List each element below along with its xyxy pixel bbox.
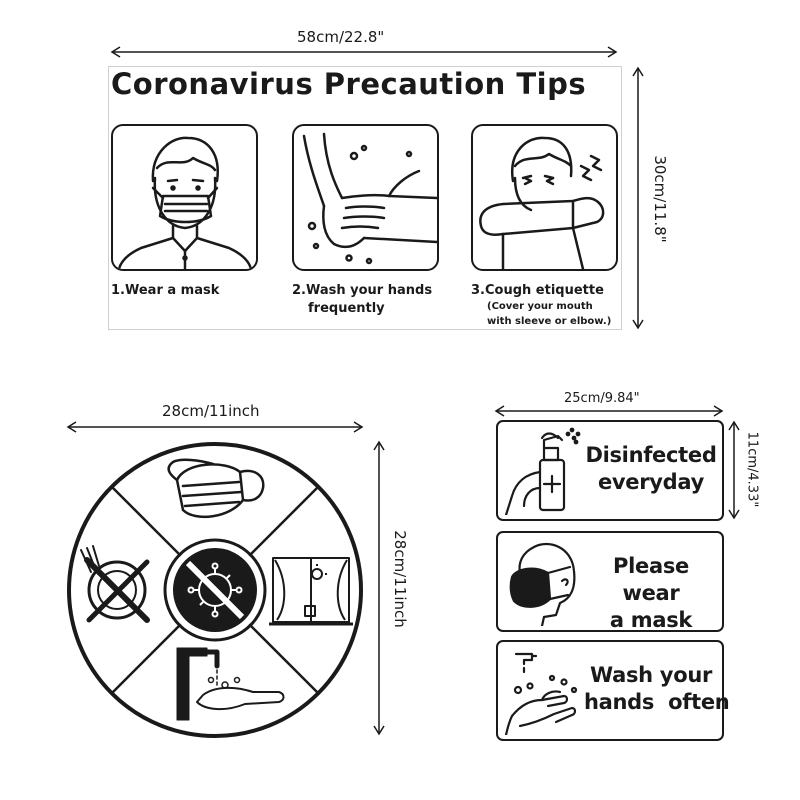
poster-height-label: 30cm/11.8"	[651, 155, 669, 243]
faucet-handwash-icon	[177, 648, 284, 720]
tip-tile-cough	[471, 124, 618, 271]
signs-width-arrow-icon	[494, 404, 724, 418]
sign-wash-hands-line1: Wash your	[589, 663, 713, 687]
face-mask-icon	[169, 460, 264, 517]
floor-height-label: 28cm/11inch	[391, 530, 409, 628]
poster-height-dimension	[626, 66, 650, 330]
tip-1-label: 1.Wear a mask	[111, 283, 220, 298]
signs-height-label: 11cm/4.33"	[744, 431, 760, 508]
floor-sticker-graphic	[65, 440, 365, 740]
floor-width-arrow-icon	[66, 420, 364, 434]
tip-tile-wash	[292, 124, 439, 271]
handwash-icon	[502, 646, 582, 735]
floor-width-dimension	[66, 420, 364, 434]
signs-height-arrow-icon	[727, 420, 741, 520]
precaution-poster	[108, 66, 622, 330]
sign-wash-hands	[496, 640, 730, 741]
sign-disinfected-text	[584, 442, 718, 496]
tip-3-note-line1: (Cover your mouth	[487, 301, 593, 312]
sign-wear-mask	[496, 531, 724, 632]
sign-disinfected	[496, 420, 724, 521]
poster-height-arrow-icon	[626, 66, 650, 330]
face-mask-person-icon	[113, 126, 256, 269]
floor-height-dimension	[372, 440, 386, 736]
sign-disinfected-line2: everyday	[597, 470, 705, 494]
tip-2-label-line1: 2.Wash your hands	[292, 283, 433, 298]
cough-elbow-icon	[473, 126, 616, 269]
sign-wear-mask-text	[584, 553, 718, 634]
no-dining-icon	[81, 546, 147, 620]
poster-title: Coronavirus Precaution Tips	[111, 67, 587, 101]
floor-sticker	[65, 440, 365, 740]
sign-disinfected-line1: Disinfected	[585, 443, 717, 467]
sign-wear-mask-line2: a mask	[609, 608, 693, 632]
window-ventilation-icon	[269, 558, 353, 624]
floor-height-arrow-icon	[372, 440, 386, 736]
tip-3-note-line2: with sleeve or elbow.)	[487, 316, 612, 327]
tip-tile-mask	[111, 124, 258, 271]
tip-3-label: 3.Cough etiquette	[471, 283, 604, 298]
poster-width-label: 58cm/22.8"	[297, 28, 385, 46]
signs-width-dimension	[494, 404, 724, 418]
spray-bottle-icon	[502, 426, 582, 515]
tip-2-label-line2: frequently	[308, 301, 385, 316]
signs-height-dimension	[727, 420, 741, 520]
sign-wear-mask-line1: Please wear	[613, 554, 689, 605]
signs-width-label: 25cm/9.84"	[564, 391, 640, 406]
floor-width-label: 28cm/11inch	[162, 402, 260, 420]
mask-profile-icon	[504, 537, 582, 626]
sign-wash-hands-line2: hands often	[584, 690, 730, 714]
sign-wash-hands-text	[584, 662, 730, 716]
no-virus-icon	[173, 548, 257, 632]
hand-washing-icon	[294, 126, 437, 269]
